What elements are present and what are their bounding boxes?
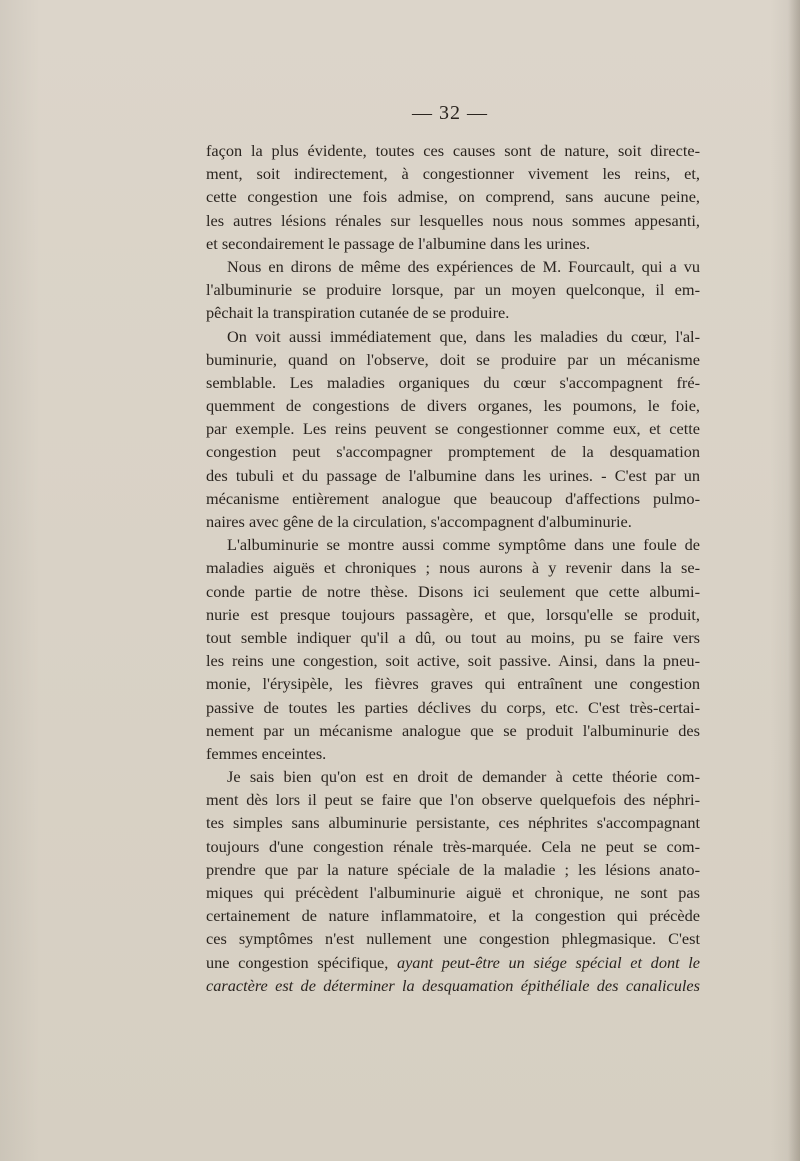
text-line-mixed <box>206 951 700 974</box>
text-line: miques qui précèdent l'albuminurie aiguë et chronique, ne sont pas <box>206 883 700 902</box>
text-line: On voit aussi immédiatement que, dans les maladies du cœur, l'al- <box>227 326 700 346</box>
page-number: — 32 — <box>412 102 488 124</box>
text-line: tes simples sans albuminurie persistante, ces néphrites s'accompagnant <box>206 813 700 833</box>
text-line: et secondairement le passage de l'albumine dans les urines. <box>206 233 591 253</box>
text-line: Nous en dirons de même des expériences de M. Fourcault, qui a vu <box>227 256 700 276</box>
text-line: conde partie de notre thèse. Disons ici seulement que cette albumi- <box>206 581 700 601</box>
body-text <box>206 139 700 997</box>
text-line: L'albuminurie se montre aussi comme symptôme dans une foule de <box>227 535 700 555</box>
text-line: naires avec gêne de la circulation, s'accompagnent d'albuminurie. <box>206 512 632 531</box>
text-line: femmes enceintes. <box>206 743 327 763</box>
text-segment-roman: une congestion spécifique, <box>206 952 397 972</box>
text-line: des tubuli et du passage de l'albumine dans les urines. - C'est par un <box>206 465 700 485</box>
page-edge-shadow <box>788 0 800 1161</box>
text-line: l'albuminurie se produire lorsque, par un moyen quelconque, il em- <box>206 280 700 300</box>
text-line: buminurie, quand on l'observe, doit se produire par un mécanisme <box>206 349 700 369</box>
text-line: maladies aiguës et chroniques ; nous aurons à y revenir dans la se- <box>206 558 700 578</box>
text-line: quemment de congestions de divers organes, les poumons, le foie, <box>206 396 700 416</box>
text-line: cette congestion une fois admise, on comprend, sans aucune peine, <box>206 187 700 207</box>
text-segment-italic: ayant peut-être un siége spécial et dont le <box>396 952 701 972</box>
text-line: semblable. Les maladies organiques du cœur s'accompagnent fré- <box>206 372 700 392</box>
text-line: tout semble indiquer qu'il a dû, ou tout au moins, pu se faire vers <box>206 627 700 647</box>
text-line: les reins une congestion, soit active, soit passive. Ainsi, dans la pneu- <box>206 651 700 671</box>
text-line: ment, soit indirectement, à congestionner vivement les reins, et, <box>206 164 700 184</box>
text-line: façon la plus évidente, toutes ces causes sont de nature, soit directe- <box>206 141 700 160</box>
text-line: Je sais bien qu'on est en droit de demander à cette théorie com- <box>227 767 700 787</box>
text-line: monie, l'érysipèle, les fièvres graves qui entraînent une congestion <box>206 674 700 694</box>
text-line: nurie est presque toujours passagère, et que, lorsqu'elle se produit, <box>206 604 700 624</box>
text-line: prendre que par la nature spéciale de la maladie ; les lésions anato- <box>206 859 700 879</box>
text-line: les autres lésions rénales sur lesquelles nous nous sommes appesanti, <box>206 210 700 230</box>
text-line: ces symptômes n'est nullement une congestion phlegmasique. C'est <box>206 929 700 949</box>
text-line-italic: caractère est de déterminer la desquamation épithéliale des canalicules <box>206 975 700 995</box>
text-line: toujours d'une congestion rénale très-marquée. Cela ne peut se com- <box>206 836 700 856</box>
text-line: passive de toutes les parties déclives du corps, etc. C'est très-certai- <box>206 697 700 717</box>
text-line: certainement de nature inflammatoire, et la congestion qui précède <box>206 906 700 926</box>
text-line: congestion peut s'accompagner promptement de la desquamation <box>206 442 700 462</box>
text-line: par exemple. Les reins peuvent se congestionner comme eux, et cette <box>206 419 700 439</box>
text-line: nement par un mécanisme analogue que se produit l'albuminurie des <box>206 720 700 740</box>
text-line: pêchait la transpiration cutanée de se produire. <box>206 303 510 323</box>
text-line: ment dès lors il peut se faire que l'on observe quelquefois des néphri- <box>206 790 700 810</box>
text-line: mécanisme entièrement analogue que beaucoup d'affections pulmo- <box>206 488 700 508</box>
